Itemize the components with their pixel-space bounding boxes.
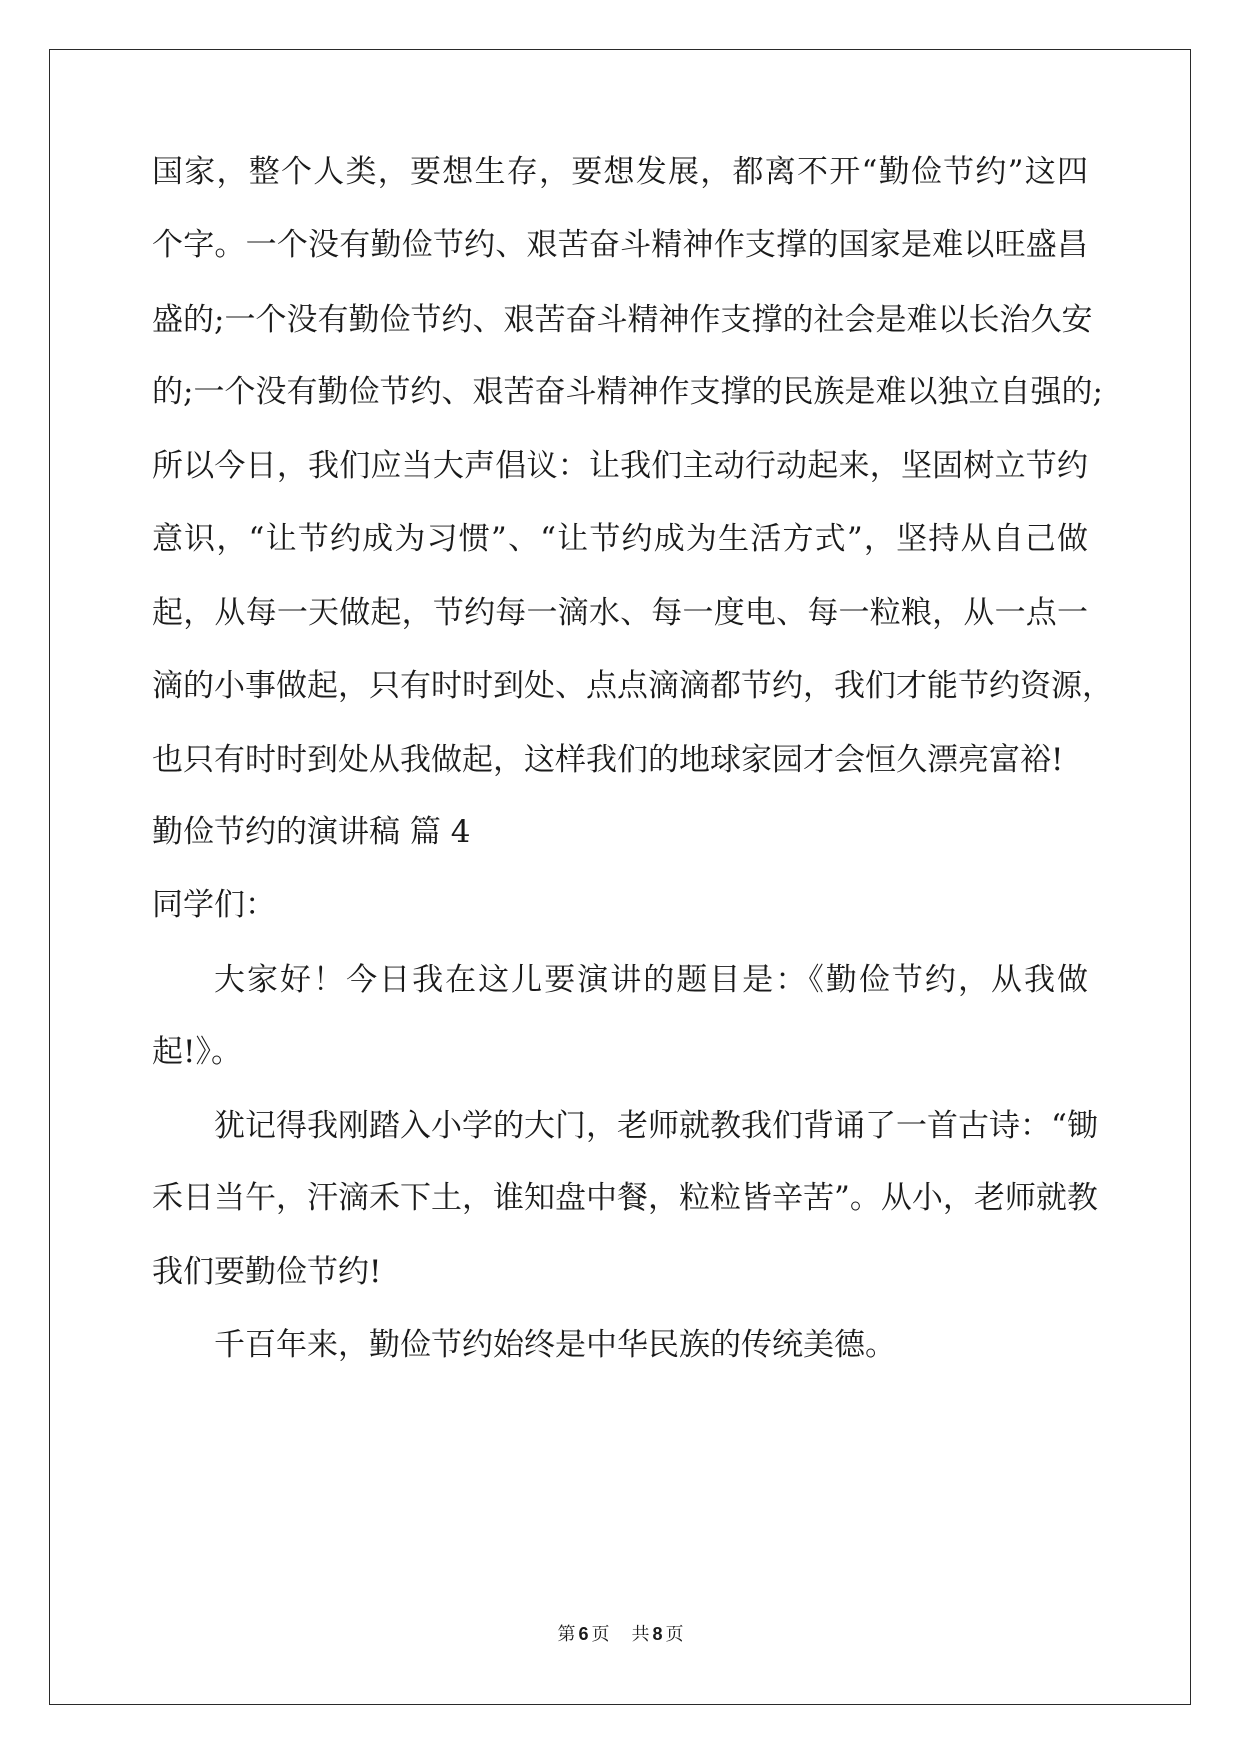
body-line: 也只有时时到处从我做起，这样我们的地球家园才会恒久漂亮富裕!	[152, 742, 1064, 778]
section-heading: 勤俭节约的演讲稿 篇 4	[152, 814, 471, 850]
body-line: 禾日当午，汗滴禾下土，谁知盘中餐，粒粒皆辛苦”。从小，老师就教	[152, 1180, 1098, 1216]
body-line: 我们要勤俭节约!	[152, 1254, 382, 1290]
footer-page-unit: 页	[591, 1624, 610, 1645]
footer-total-prefix: 共	[631, 1624, 650, 1645]
page-footer	[0, 1620, 1241, 1646]
body-line: 起，从每一天做起，节约每一滴水、每一度电、每一粒粮，从一点一	[152, 595, 1088, 631]
body-line: 盛的;一个没有勤俭节约、艰苦奋斗精神作支撑的社会是难以长治久安	[152, 302, 1093, 338]
current-page-number: 6	[578, 1624, 589, 1644]
body-line: 的;一个没有勤俭节约、艰苦奋斗精神作支撑的民族是难以独立自强的;	[152, 374, 1103, 410]
footer-prefix: 第	[557, 1624, 576, 1645]
body-line: 滴的小事做起，只有时时到处、点点滴滴都节约，我们才能节约资源，	[152, 668, 1113, 704]
body-line: 千百年来，勤俭节约始终是中华民族的传统美德。	[214, 1327, 896, 1363]
body-line: 所以今日，我们应当大声倡议：让我们主动行动起来，坚固树立节约	[152, 448, 1088, 484]
total-page-number: 8	[652, 1624, 663, 1644]
body-line: 犹记得我刚踏入小学的大门，老师就教我们背诵了一首古诗：“锄	[214, 1108, 1098, 1144]
body-line: 起!》。	[152, 1034, 242, 1070]
body-line: 个字。一个没有勤俭节约、艰苦奋斗精神作支撑的国家是难以旺盛昌	[152, 227, 1088, 263]
footer-total-unit: 页	[665, 1624, 684, 1645]
body-line: 意识，“让节约成为习惯”、“让节约成为生活方式”，坚持从自己做	[152, 521, 1088, 557]
body-line: 国家，整个人类，要想生存，要想发展，都离不开“勤俭节约”这四	[152, 154, 1088, 190]
page-border	[49, 49, 1191, 1705]
body-line: 大家好！今日我在这儿要演讲的题目是：《勤俭节约，从我做	[214, 962, 1088, 998]
salutation: 同学们：	[152, 887, 276, 923]
